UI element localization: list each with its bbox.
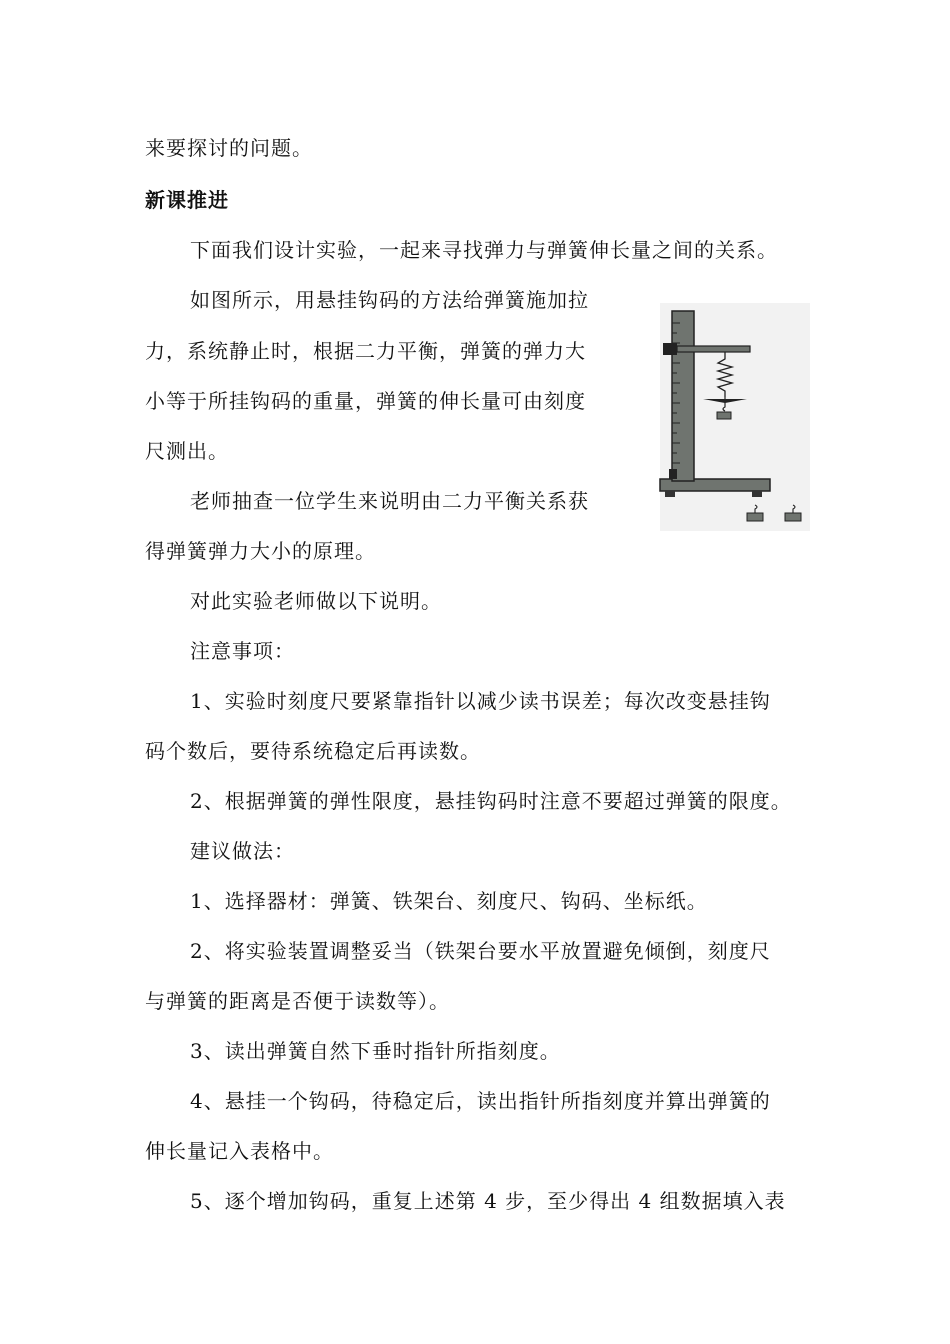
text-line: 4、悬挂一个钩码，待稳定后，读出指针所指刻度并算出弹簧的 <box>190 1089 771 1113</box>
ruler-post <box>672 311 694 481</box>
text-line: 力，系统静止时，根据二力平衡，弹簧的弹力大 <box>145 339 586 363</box>
stand-foot <box>665 491 675 497</box>
lower-clamp <box>669 469 677 479</box>
spring-scale-apparatus-figure <box>655 303 815 533</box>
text-line: 得弹簧弹力大小的原理。 <box>145 539 376 563</box>
text-line: 老师抽查一位学生来说明由二力平衡关系获 <box>190 489 589 513</box>
text-line: 建议做法： <box>190 839 295 863</box>
text-line: 5、逐个增加钩码，重复上述第 4 步，至少得出 4 组数据填入表 <box>190 1189 786 1213</box>
spring-scale-apparatus-icon <box>655 303 815 533</box>
text-line: 2、根据弹簧的弹性限度，悬挂钩码时注意不要超过弹簧的限度。 <box>190 789 792 813</box>
text-line: 如图所示，用悬挂钩码的方法给弹簧施加拉 <box>190 288 589 312</box>
text-line: 对此实验老师做以下说明。 <box>190 589 442 613</box>
stand-foot <box>752 491 762 497</box>
text-line: 1、实验时刻度尺要紧靠指针以减少读书误差；每次改变悬挂钩 <box>190 689 771 713</box>
text-line: 2、将实验装置调整妥当（铁架台要水平放置避免倾倒，刻度尺 <box>190 939 771 963</box>
text-line: 下面我们设计实验，一起来寻找弹力与弹簧伸长量之间的关系。 <box>190 238 778 262</box>
text-line: 码个数后，要待系统稳定后再读数。 <box>145 739 481 763</box>
section-heading: 新课推进 <box>145 188 229 212</box>
text-line: 伸长量记入表格中。 <box>145 1139 334 1163</box>
horizontal-arm <box>677 346 750 352</box>
text-line: 与弹簧的距离是否便于读数等）。 <box>145 989 450 1013</box>
text-line: 1、选择器材：弹簧、铁架台、刻度尺、钩码、坐标纸。 <box>190 889 708 913</box>
hanging-weight <box>717 412 731 419</box>
text-line: 注意事项： <box>190 639 295 663</box>
text-line: 3、读出弹簧自然下垂时指针所指刻度。 <box>190 1039 561 1063</box>
text-line: 尺测出。 <box>145 439 229 463</box>
clamp <box>663 343 677 355</box>
text-line: 小等于所挂钩码的重量，弹簧的伸长量可由刻度 <box>145 389 586 413</box>
text-line: 来要探讨的问题。 <box>145 136 313 160</box>
